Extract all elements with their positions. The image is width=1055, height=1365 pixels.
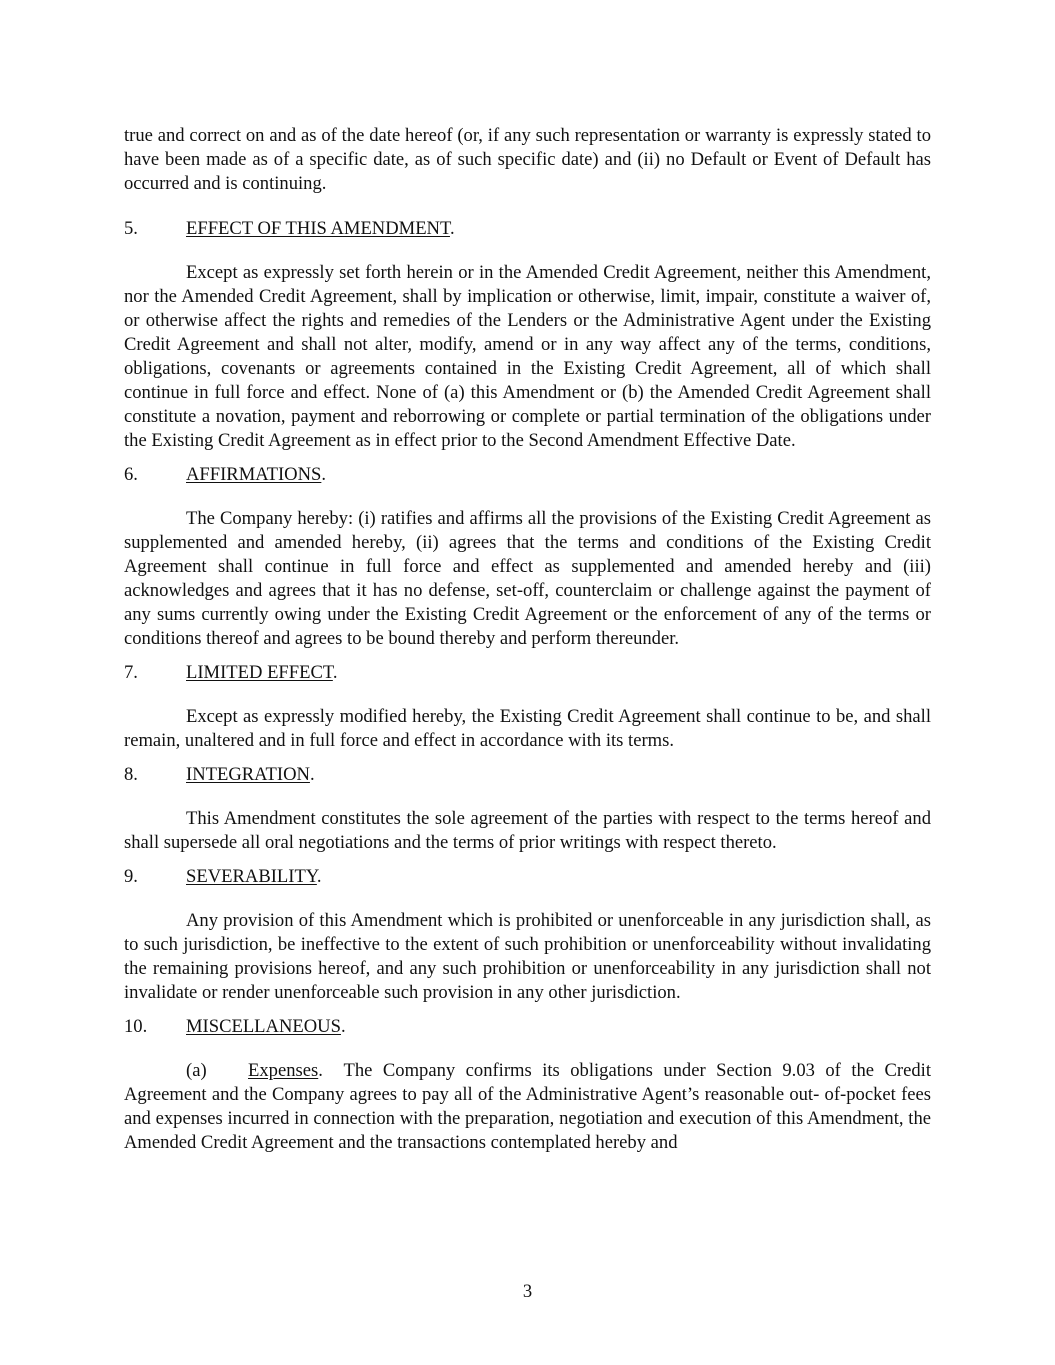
section-heading-9 [124, 865, 931, 889]
section-number: 10. [124, 1016, 148, 1037]
section-number: 8. [124, 764, 138, 785]
section-title: EFFECT OF THIS AMENDMENT. [186, 218, 455, 239]
section-heading-6 [124, 463, 931, 487]
section-body-5: Except as expressly set forth herein or in the Amended Credit Agreement, neither this Amendment, nor the Amended Credit Agreement, shall by implication or otherwise, limit, impair, constitute a waiver of, or otherwise affect the rights and remedies of the Lenders or the Administrative Agent under the Existing Credit Agreement and shall not alter, modify, amend or in any way affect any of the terms, conditions, obligations, covenants or agreements contained in the Existing Credit Agreement, all of which shall continue in full force and effect. None of (a) this Amendment or (b) the Amended Credit Agreement shall constitute a novation, payment and reborrowing or complete or partial termination of the obligations under the Existing Credit Agreement as in effect prior to the Second Amendment Effective Date. [124, 262, 931, 451]
page-number: 3 [522, 1281, 533, 1302]
section-title: INTEGRATION. [186, 764, 315, 785]
section-title: AFFIRMATIONS. [186, 464, 327, 485]
section-number: 9. [124, 866, 138, 887]
section-body-8: This Amendment constitutes the sole agreement of the parties with respect to the terms hereof and shall supersede all oral negotiations and the terms of prior writings with respect thereto. [124, 808, 931, 853]
section-title: LIMITED EFFECT. [186, 662, 338, 683]
page-body [124, 124, 931, 1155]
section-heading-10 [124, 1015, 931, 1039]
subsection-10a: (a) Expenses. The Company confirms its obligations under Section 9.03 of the Credit Agreement and the Company agrees to pay all of the Administrative Agent’s reasonable out- of-pocket fees and expenses incurred in connection with the preparation, negotiation and execution of this Amendment, the Amended Credit Agreement and the transactions contemplated hereby and [124, 1060, 931, 1153]
section-heading-5 [124, 217, 931, 241]
section-number: 5. [124, 218, 138, 239]
intro-paragraph: true and correct on and as of the date hereof (or, if any such representation or warranty is expressly stated to have been made as of a specific date, as of such specific date) and (ii) no Default or Event of Default has occurred and is continuing. [124, 125, 931, 194]
section-title: MISCELLANEOUS. [186, 1016, 346, 1037]
subsection-label: (a) [186, 1060, 207, 1081]
section-title: SEVERABILITY. [186, 866, 322, 887]
section-number: 6. [124, 464, 138, 485]
section-heading-7 [124, 661, 931, 685]
subsection-body: The Company confirms its obligations under Section 9.03 of the Credit Agreement and the Company agrees to pay all of the Administrative Agent’s reasonable out- of-pocket fees and expenses incurred in connection with the preparation, negotiation and execution of this Amendment, the Amended Credit Agreement and the transactions contemplated hereby and [124, 1060, 931, 1153]
section-heading-8 [124, 763, 931, 787]
section-body-9: Any provision of this Amendment which is prohibited or unenforceable in any jurisdiction shall, as to such jurisdiction, be ineffective to the extent of such prohibition or unenforceability without invalidating the remaining provisions hereof, and any such prohibition or unenforceability in any jurisdiction shall not invalidate or render unenforceable such provision in any other jurisdiction. [124, 910, 931, 1003]
section-number: 7. [124, 662, 138, 683]
section-body-6: The Company hereby: (i) ratifies and affirms all the provisions of the Existing Credit Agreement as supplemented and amended hereby, (ii) agrees that the terms and conditions of the Existing Credit Agreement shall continue in full force and effect as supplemented and amended hereby and (iii) acknowledges and agrees that it has no defense, set-off, counterclaim or challenge against the payment of any sums currently owing under the Existing Credit Agreement or the enforcement of any of the terms or conditions thereof and agrees to be bound thereby and perform thereunder. [124, 508, 931, 649]
subsection-title: Expenses [248, 1060, 319, 1081]
section-body-7: Except as expressly modified hereby, the Existing Credit Agreement shall continue to be, and shall remain, unaltered and in full force and effect in accordance with its terms. [124, 706, 931, 751]
